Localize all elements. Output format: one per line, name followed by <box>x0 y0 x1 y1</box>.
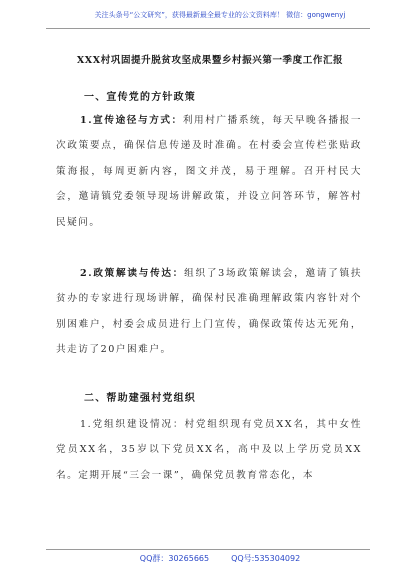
paragraph-1-1 <box>56 108 362 235</box>
paragraph-2-1 <box>56 412 362 488</box>
section-heading-2: 二、帮助建强村党组织 <box>84 393 196 404</box>
footer-divider <box>46 549 370 550</box>
paragraph-lead: 2.政策解读与传达： <box>80 268 185 279</box>
paragraph-text: 组织了3场政策解读会，邀请了镇扶贫办的专家进行现场讲解，确保村民准确理解政策内容针对个别困难户，村委会成员进行上门宣传，确保政策传达无死角，共走访了20户困难户。 <box>56 268 363 356</box>
header-banner: 关注头条号“公文研究”，获得最新最全最专业的公文资料库！ 微信：gongwenyj <box>94 11 346 19</box>
header-divider <box>46 28 370 29</box>
footer-qq-number: QQ号:535304092 <box>231 554 301 563</box>
paragraph-lead: 1.宣传途径与方式： <box>80 115 183 126</box>
footer-qq-group: QQ群：30265665 <box>139 554 210 563</box>
section-heading-1: 一、宣传党的方针政策 <box>84 92 196 103</box>
paragraph-1-2 <box>56 261 362 363</box>
footer <box>70 553 370 564</box>
document-title: XXX村巩固提升脱贫攻坚成果暨乡村振兴第一季度工作汇报 <box>76 55 344 66</box>
paragraph-text: 1.党组织建设情况：村党组织现有党员XX名，其中女性党员XX名，35岁以下党员XX名，高中及以上学历党员XX名。定期开展“三会一课”，确保党员教育常态化，本 <box>56 419 362 481</box>
paragraph-text: 利用村广播系统，每天早晚各播报一次政策要点，确保信息传递及时准确。在村委会宣传栏张贴政策海报，每周更新内容，图文并茂，易于理解。召开村民大会，邀请镇党委领导现场讲解政策，并设立问答环节，解答村民疑问。 <box>56 115 363 228</box>
